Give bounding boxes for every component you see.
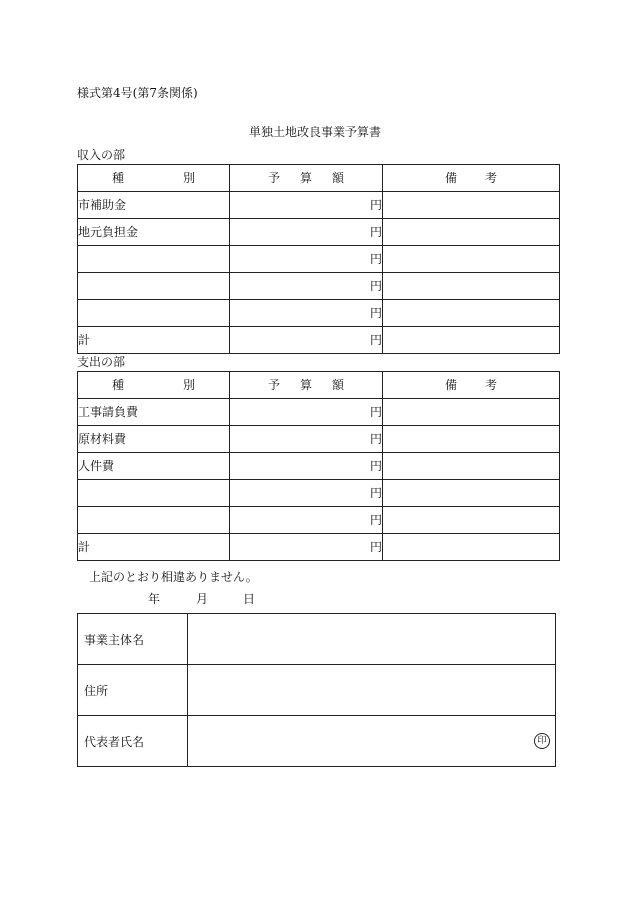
- income-header-row: [78, 165, 560, 192]
- expense-remarks-cell[interactable]: [383, 399, 560, 426]
- expense-category-cell[interactable]: [78, 480, 230, 507]
- table-row: [78, 399, 560, 426]
- table-row: [78, 507, 560, 534]
- expense-amount-cell[interactable]: 円: [230, 453, 383, 480]
- seal-icon: 印: [534, 733, 550, 749]
- expense-category-cell[interactable]: 原材料費: [78, 426, 230, 453]
- expense-table: [77, 371, 560, 561]
- table-row: [78, 480, 560, 507]
- income-table: [77, 164, 560, 354]
- expense-header-remarks: [383, 372, 560, 399]
- header-char: 予: [268, 171, 281, 185]
- header-char: 備: [445, 171, 458, 185]
- address-field[interactable]: [188, 665, 556, 716]
- expense-remarks-cell[interactable]: [383, 426, 560, 453]
- income-header-category: [78, 165, 230, 192]
- expense-total-row: [78, 534, 560, 561]
- income-remarks-cell[interactable]: [383, 246, 560, 273]
- expense-header-budget: [230, 372, 383, 399]
- table-row: [78, 300, 560, 327]
- header-char: 別: [182, 171, 195, 185]
- income-category-cell[interactable]: 地元負担金: [78, 219, 230, 246]
- form-number: 様式第4号(第7条関係): [77, 86, 198, 100]
- income-category-cell[interactable]: 市補助金: [78, 192, 230, 219]
- income-header-budget: [230, 165, 383, 192]
- income-total-amount[interactable]: 円: [230, 327, 383, 354]
- income-header-remarks: [383, 165, 560, 192]
- header-char: 考: [484, 171, 497, 185]
- address-label: 住所: [78, 665, 188, 716]
- income-total-row: [78, 327, 560, 354]
- expense-category-cell[interactable]: [78, 507, 230, 534]
- declaration-text: 上記のとおり相違ありません。: [89, 570, 258, 584]
- table-row: [78, 219, 560, 246]
- entity-name-label: 事業主体名: [78, 614, 188, 665]
- expense-amount-cell[interactable]: 円: [230, 426, 383, 453]
- table-row: [78, 614, 556, 665]
- signature-table: [77, 613, 556, 767]
- income-category-cell[interactable]: [78, 300, 230, 327]
- date-day-label: 日: [243, 592, 256, 606]
- expense-amount-cell[interactable]: 円: [230, 480, 383, 507]
- income-section-label: 収入の部: [77, 148, 126, 162]
- expense-remarks-cell[interactable]: [383, 453, 560, 480]
- expense-amount-cell[interactable]: 円: [230, 399, 383, 426]
- table-row: [78, 192, 560, 219]
- income-total-label: 計: [78, 327, 230, 354]
- header-char: 予: [268, 378, 281, 392]
- income-total-remarks[interactable]: [383, 327, 560, 354]
- header-char: 算: [299, 378, 312, 392]
- expense-total-amount[interactable]: 円: [230, 534, 383, 561]
- document-title: 単独土地改良事業予算書: [248, 125, 381, 139]
- entity-name-field[interactable]: [188, 614, 556, 665]
- header-char: 考: [484, 378, 497, 392]
- header-char: 種: [112, 378, 125, 392]
- expense-category-cell[interactable]: 工事請負費: [78, 399, 230, 426]
- table-row: [78, 716, 556, 767]
- table-row: [78, 426, 560, 453]
- date-year-label: 年: [148, 592, 161, 606]
- income-amount-cell[interactable]: 円: [230, 300, 383, 327]
- expense-remarks-cell[interactable]: [383, 507, 560, 534]
- income-amount-cell[interactable]: 円: [230, 246, 383, 273]
- income-remarks-cell[interactable]: [383, 300, 560, 327]
- income-amount-cell[interactable]: 円: [230, 192, 383, 219]
- table-row: [78, 246, 560, 273]
- income-remarks-cell[interactable]: [383, 219, 560, 246]
- expense-header-row: [78, 372, 560, 399]
- income-category-cell[interactable]: [78, 273, 230, 300]
- header-char: 額: [331, 378, 344, 392]
- table-row: [78, 273, 560, 300]
- header-char: 種: [112, 171, 125, 185]
- header-char: 備: [445, 378, 458, 392]
- expense-remarks-cell[interactable]: [383, 480, 560, 507]
- representative-name-field[interactable]: [188, 716, 556, 767]
- header-char: 別: [182, 378, 195, 392]
- income-amount-cell[interactable]: 円: [230, 273, 383, 300]
- table-row: [78, 453, 560, 480]
- expense-total-remarks[interactable]: [383, 534, 560, 561]
- expense-total-label: 計: [78, 534, 230, 561]
- expense-category-cell[interactable]: 人件費: [78, 453, 230, 480]
- expense-header-category: [78, 372, 230, 399]
- income-remarks-cell[interactable]: [383, 273, 560, 300]
- expense-section-label: 支出の部: [77, 355, 126, 369]
- income-remarks-cell[interactable]: [383, 192, 560, 219]
- header-char: 算: [299, 171, 312, 185]
- date-month-label: 月: [196, 592, 209, 606]
- income-amount-cell[interactable]: 円: [230, 219, 383, 246]
- table-row: [78, 665, 556, 716]
- representative-name-label: 代表者氏名: [78, 716, 188, 767]
- header-char: 額: [331, 171, 344, 185]
- expense-amount-cell[interactable]: 円: [230, 507, 383, 534]
- income-category-cell[interactable]: [78, 246, 230, 273]
